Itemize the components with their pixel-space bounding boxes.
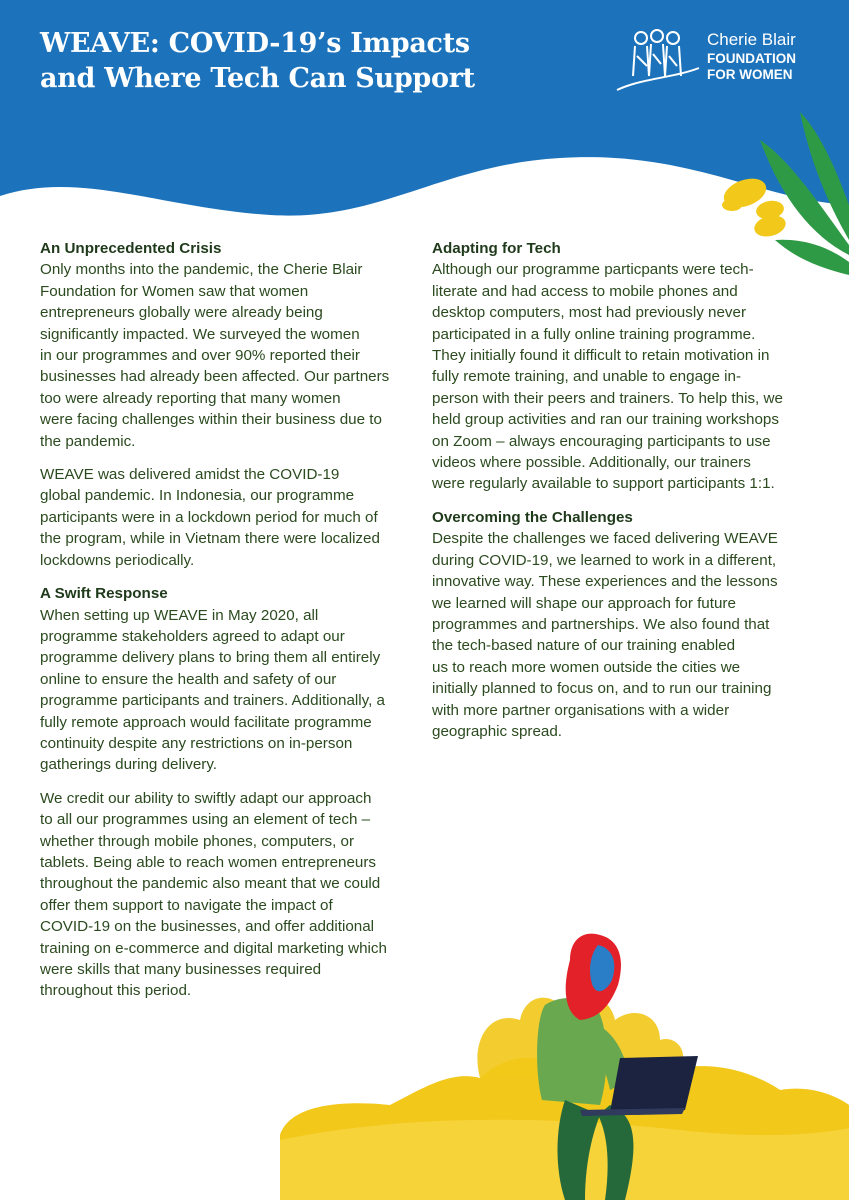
text-line: They initially found it difficult to retain motivation in	[432, 347, 770, 365]
text-line: programme participants and trainers. Additionally, a	[40, 692, 385, 710]
text-line: Although our programme particpants were tech-	[432, 261, 754, 279]
text-line: fully remote training, and unable to engage in-	[432, 368, 742, 386]
section-heading: An Unprecedented Crisis	[40, 240, 222, 257]
title-line-1: WEAVE: COVID-19’s Impacts	[40, 28, 470, 59]
left-column	[40, 238, 418, 1014]
text-line: participated in a fully online training programme.	[432, 325, 756, 343]
body-paragraph	[40, 788, 418, 1002]
text-line: When setting up WEAVE in May 2020, all	[40, 606, 319, 624]
text-line: programme stakeholders agreed to adapt our	[40, 627, 345, 645]
text-line: offer them support to navigate the impact of	[40, 896, 333, 914]
text-line: global pandemic. In Indonesia, our programme	[40, 487, 355, 505]
text-line: were regularly available to support participants 1:1.	[432, 475, 775, 493]
text-line: programme delivery plans to bring them all entirely	[40, 649, 381, 667]
text-line: were skills that many businesses required	[40, 961, 322, 978]
body-paragraph	[40, 605, 418, 776]
text-line: training on e-commerce and digital marketing which	[40, 939, 387, 957]
text-line: geographic spread.	[432, 722, 563, 740]
text-line: Despite the challenges we faced delivering WEAVE	[432, 530, 778, 548]
logo-figures-icon	[613, 26, 703, 96]
body-paragraph	[40, 464, 418, 571]
text-line: online to ensure the health and safety of our	[40, 670, 337, 688]
text-line: lockdowns periodically.	[40, 551, 195, 569]
text-line: throughout the pandemic also meant that we could	[40, 875, 381, 893]
text-line: significantly impacted. We surveyed the women	[40, 325, 360, 343]
body-paragraph	[432, 528, 808, 742]
text-line: initially planned to focus on, and to run our training	[432, 680, 772, 698]
foundation-logo	[613, 26, 823, 96]
text-line: Foundation for Women saw that women	[40, 282, 309, 300]
text-line: businesses had already been affected. Our partners	[40, 368, 390, 386]
text-line: participants were in a lockdown period for much of	[40, 508, 378, 526]
text-line: with more partner organisations with a wider	[432, 701, 730, 719]
text-line: programmes and partnerships. We also found that	[432, 615, 770, 633]
section-heading: Adapting for Tech	[432, 240, 561, 257]
text-line: us to reach more women outside the cities we	[432, 658, 741, 676]
text-line: continuity despite any restrictions on in-person	[40, 734, 353, 752]
text-line: entrepreneurs globally were already being	[40, 304, 323, 322]
title-line-2: and Where Tech Can Support	[40, 63, 475, 94]
body-paragraph	[432, 259, 808, 494]
page-title	[40, 26, 475, 96]
text-line: WEAVE was delivered amidst the COVID-19	[40, 466, 340, 484]
text-line: the program, while in Vietnam there were localized	[40, 530, 380, 548]
text-line: Only months into the pandemic, the Cherie Blair	[40, 261, 363, 279]
text-line: the tech-based nature of our training enabled	[432, 637, 736, 655]
text-line: desktop computers, most had previously never	[432, 304, 747, 322]
text-line: the pandemic.	[40, 432, 136, 450]
text-line: whether through mobile phones, computers, or	[40, 832, 355, 850]
text-line: throughout this period.	[40, 982, 192, 1000]
text-line: fully remote approach would facilitate programme	[40, 713, 372, 731]
text-line: too were already reporting that many women	[40, 389, 341, 407]
text-line: We credit our ability to swiftly adapt our approach	[40, 789, 372, 807]
right-column	[432, 238, 808, 754]
text-line: we learned will shape our approach for future	[432, 594, 736, 612]
text-line: to all our programmes using an element of tech –	[40, 811, 371, 829]
logo-line-3: FOR WOMEN	[707, 67, 793, 82]
text-line: videos where possible. Additionally, our trainers	[432, 454, 751, 472]
text-line: literate and had access to mobile phones and	[432, 282, 738, 300]
section-heading: Overcoming the Challenges	[432, 508, 633, 526]
text-line: tablets. Being able to reach women entrepreneurs	[40, 853, 377, 871]
text-line: during COVID-19, we learned to work in a different,	[432, 551, 777, 569]
text-line: gatherings during delivery.	[40, 756, 218, 774]
text-line: COVID-19 on the businesses, and offer additional	[40, 918, 375, 936]
text-line: in our programmes and over 90% reported their	[40, 347, 360, 365]
logo-line-2: FOUNDATION	[707, 51, 796, 66]
text-line: innovative way. These experiences and the lessons	[432, 573, 778, 591]
section-heading: A Swift Response	[40, 585, 168, 603]
text-line: held group activities and ran our training workshops	[432, 411, 779, 429]
text-line: on Zoom – always encouraging participants to use	[432, 432, 771, 450]
text-line: person with their peers and trainers. To help this, we	[432, 389, 783, 407]
body-paragraph	[40, 259, 418, 452]
logo-line-1: Cherie Blair	[707, 30, 796, 49]
text-line: were facing challenges within their business due to	[40, 411, 382, 429]
